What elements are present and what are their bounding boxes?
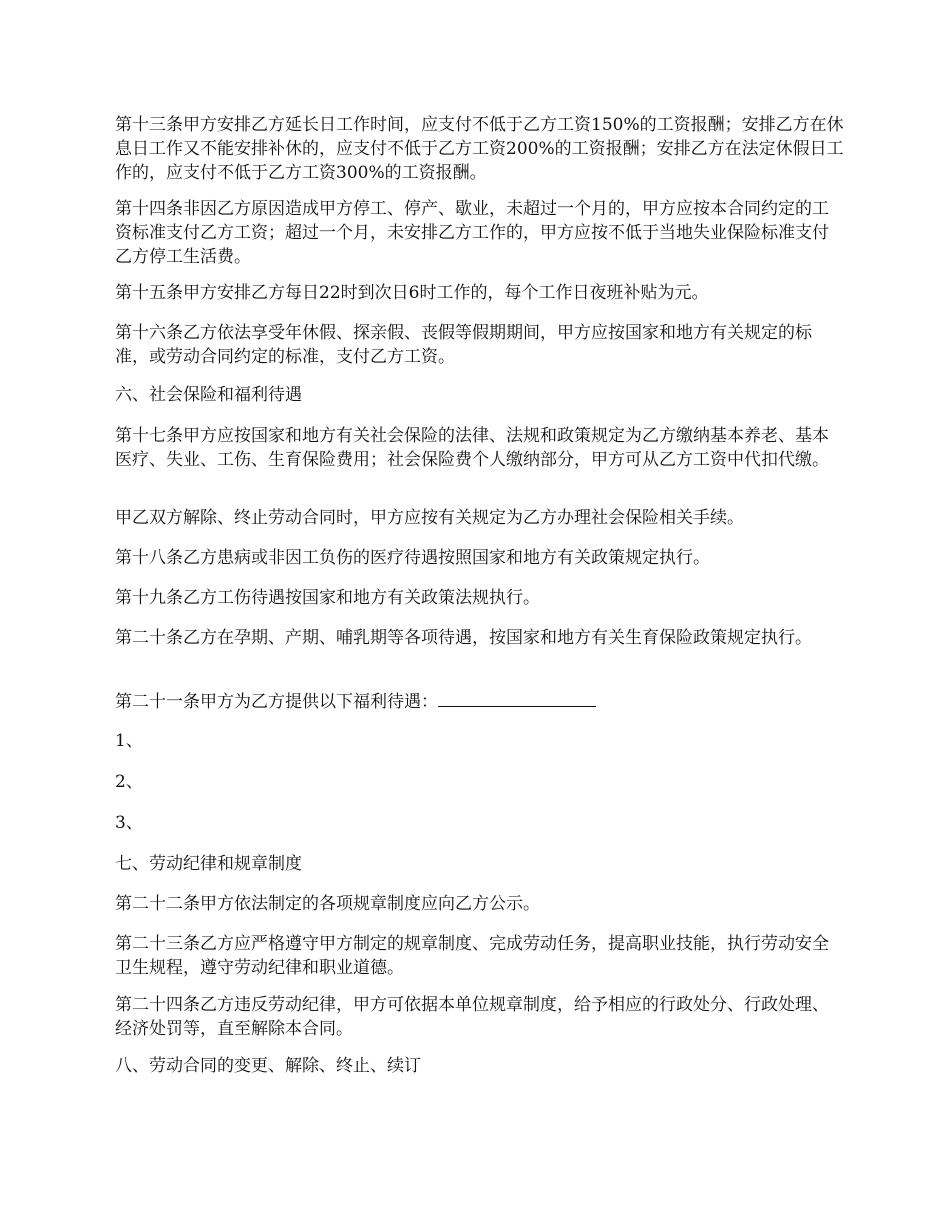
article-13: 第十三条甲方安排乙方延长日工作时间，应支付不低于乙方工资150%的工资报酬；安排乙方在休息日工作又不能安排补休的，应支付不低于乙方工资200%的工资报酬；安排乙方在法定休假日工作的，应支付不低于乙方工资300%的工资报酬。	[115, 115, 844, 183]
list-item-1: 1、	[115, 731, 143, 751]
list-item-3: 3、	[115, 813, 143, 833]
section-8-heading: 八、劳动合同的变更、解除、终止、续订	[115, 1056, 421, 1076]
article-24: 第二十四条乙方违反劳动纪律，甲方可依据本单位规章制度，给予相应的行政处分、行政处理、经济处罚等，直至解除本合同。	[115, 995, 829, 1039]
article-17: 第十七条甲方应按国家和地方有关社会保险的法律、法规和政策规定为乙方缴纳基本养老、基本医疗、失业、工伤、生育保险费用；社会保险费个人缴纳部分，甲方可从乙方工资中代扣代缴。	[115, 426, 829, 470]
fill-in-blank	[438, 688, 596, 707]
article-14: 第十四条非因乙方原因造成甲方停工、停产、歇业，未超过一个月的，甲方应按本合同约定的工资标准支付乙方工资；超过一个月，未安排乙方工作的，甲方应按不低于当地失业保险标准支付乙方停工生活费。	[115, 199, 829, 267]
article-20: 第二十条乙方在孕期、产期、哺乳期等各项待遇，按国家和地方有关生育保险政策规定执行。	[115, 628, 812, 648]
list-item-2: 2、	[115, 772, 143, 792]
article-16: 第十六条乙方依法享受年休假、探亲假、丧假等假期期间，甲方应按国家和地方有关规定的标准，或劳动合同约定的标准，支付乙方工资。	[115, 323, 812, 367]
section-7-heading: 七、劳动纪律和规章制度	[115, 854, 302, 874]
article-21-text: 第二十一条甲方为乙方提供以下福利待遇：	[115, 692, 438, 712]
article-19: 第十九条乙方工伤待遇按国家和地方有关政策法规执行。	[115, 588, 540, 608]
article-22: 第二十二条甲方依法制定的各项规章制度应向乙方公示。	[115, 894, 540, 914]
article-17-supplement: 甲乙双方解除、终止劳动合同时，甲方应按有关规定为乙方办理社会保险相关手续。	[115, 508, 744, 528]
article-18: 第十八条乙方患病或非因工负伤的医疗待遇按照国家和地方有关政策规定执行。	[115, 548, 710, 568]
article-23: 第二十三条乙方应严格遵守甲方制定的规章制度、完成劳动任务，提高职业技能，执行劳动安全卫生规程，遵守劳动纪律和职业道德。	[115, 934, 829, 978]
article-15: 第十五条甲方安排乙方每日22时到次日6时工作的，每个工作日夜班补贴为元。	[115, 283, 709, 303]
section-6-heading: 六、社会保险和福利待遇	[115, 385, 302, 405]
article-21	[115, 688, 845, 714]
